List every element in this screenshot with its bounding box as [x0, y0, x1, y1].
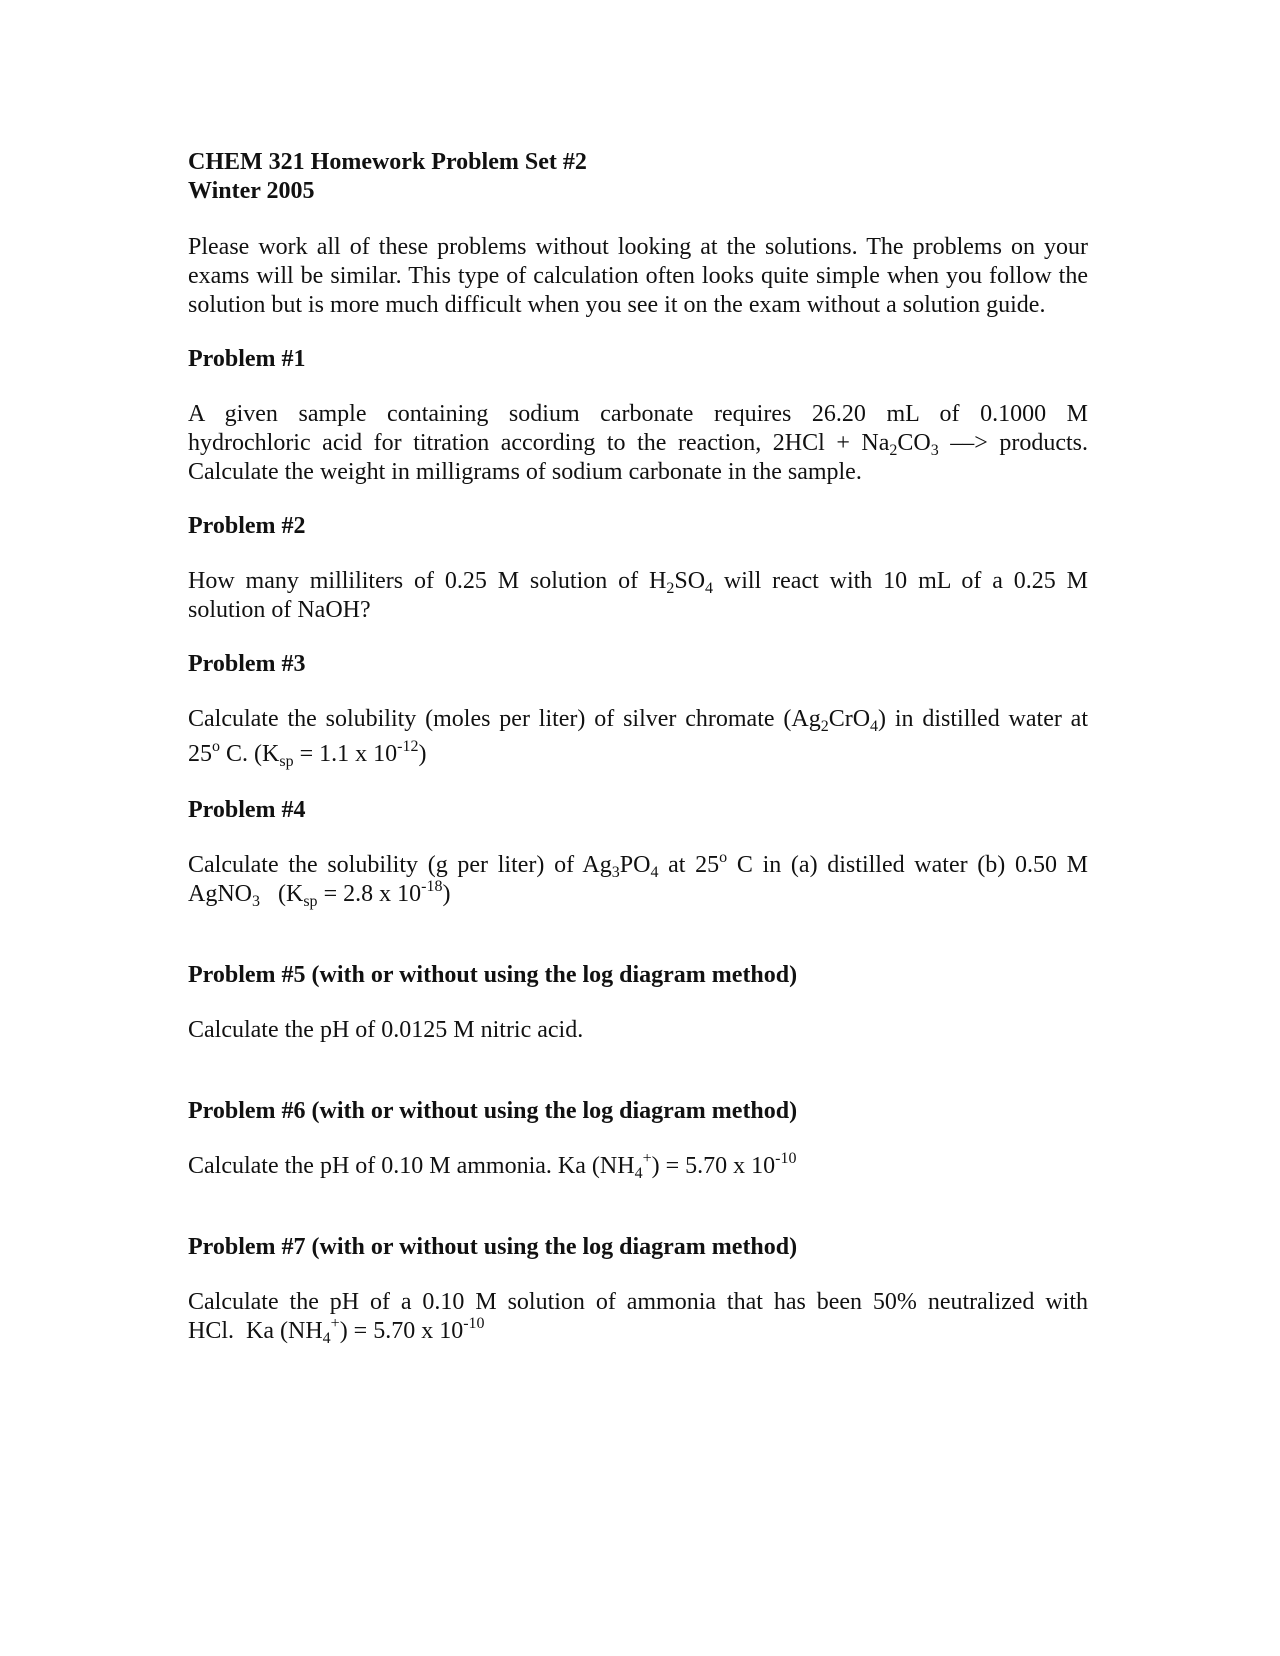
problem-1-heading: Problem #1 [188, 346, 306, 372]
problem-3-text [188, 705, 1088, 769]
problem-5-heading: Problem #5 (with or without using the log diagram method) [188, 962, 798, 988]
problem-1-line-1: A given sample containing sodium carbonate requires 26.20 mL of 0.1000 M [188, 401, 1088, 427]
problem-4-line-2: AgNO$_3$ ($K_{sp} = 2.8$ x $10^{-18}$) [188, 878, 451, 910]
problem-4-text [188, 851, 1088, 909]
intro-paragraph: Please work all of these problems without looking at the solutions. The problems on your exams will be similar. This type of calculation often looks quite simple when you follow the solution but is more much difficult when you see it on the exam without a solution guide. [188, 234, 1088, 318]
problem-7-line-1: Calculate the pH of a 0.10 M solution of ammonia that has been 50% neutralized with [188, 1289, 1088, 1315]
document-title [188, 148, 1088, 206]
problem-3-line-1: Calculate the solubility (moles per liter) of silver chromate $(Ag_2CrO_4)$ in distilled water at [188, 706, 1089, 735]
problem-4-line-1: Calculate the solubility (g per liter) of $Ag_3PO_4$ at 25$^o$ C in (a) distilled water (b) 0.50 M [188, 849, 1088, 881]
problem-3-heading: Problem #3 [188, 651, 306, 677]
problem-6-text: Calculate the pH of 0.10 M ammonia. Ka $(NH_4^+) = 5.70$ x $10^{-10}$ [188, 1150, 797, 1182]
problem-7-heading: Problem #7 (with or without using the log diagram method) [188, 1234, 798, 1260]
problem-2-text [188, 567, 1088, 625]
problem-2-line-1: How many milliliters of 0.25 M solution of $H_2SO_4$ will react with 10 mL of a 0.25 M [188, 568, 1089, 597]
title-term: Winter 2005 [188, 178, 315, 204]
problem-1-line-2: hydrochloric acid for titration according to the reaction, $2HCl + Na_2CO_3$ ––> products. [188, 430, 1089, 459]
problem-7-line-2: HCl. Ka $(NH_4^+) = 5.70$ x $10^{-10}$ [188, 1315, 485, 1347]
problem-1-text [188, 400, 1088, 487]
document-page [188, 148, 1088, 1346]
problem-5-text: Calculate the pH of 0.0125 M nitric acid. [188, 1017, 584, 1043]
problem-4-heading: Problem #4 [188, 797, 306, 823]
problem-1-line-3: Calculate the weight in milligrams of sodium carbonate in the sample. [188, 459, 862, 485]
problem-3-line-2: 25$^o$ C. ($K_{sp} = 1.1$ x $10^{-12}$) [188, 738, 427, 770]
problem-6-heading: Problem #6 (with or without using the log diagram method) [188, 1098, 798, 1124]
problem-2-line-2: solution of NaOH? [188, 597, 371, 623]
problem-7-text [188, 1288, 1088, 1346]
title-course: CHEM 321 Homework Problem Set #2 [188, 149, 587, 175]
problem-2-heading: Problem #2 [188, 513, 306, 539]
